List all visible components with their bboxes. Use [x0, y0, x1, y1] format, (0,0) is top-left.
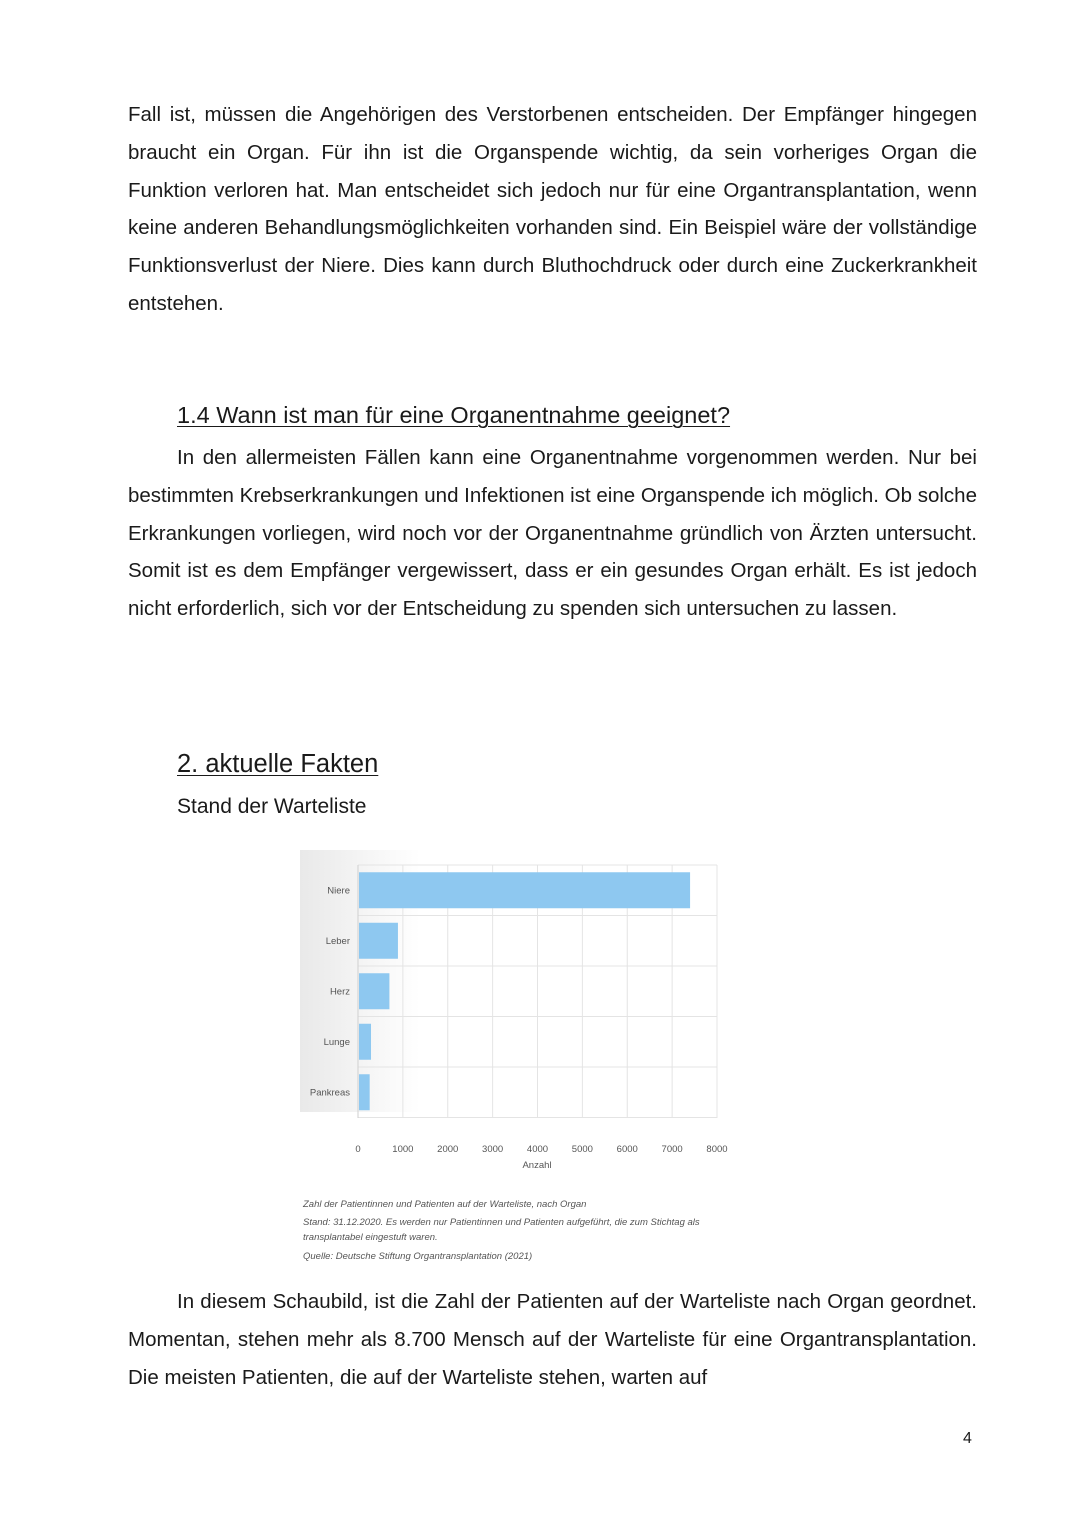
category-label-leber: Leber [325, 935, 350, 947]
bar-niere [359, 872, 690, 908]
x-tick-label: 6000 [616, 1144, 638, 1155]
bar-leber [359, 923, 398, 959]
x-tick-label: 2000 [437, 1144, 459, 1155]
x-tick-label: 8000 [706, 1144, 728, 1155]
x-tick-label: 7000 [661, 1144, 683, 1155]
waiting-list-bar-chart [298, 846, 738, 1176]
category-label-niere: Niere [327, 885, 350, 897]
section-heading-1-4: 1.4 Wann ist man für eine Organentnahme geeignet? [177, 402, 731, 428]
bar-lunge [359, 1024, 371, 1060]
paragraph-organ-recipient: Fall ist, müssen die Angehörigen des Verstorbenen entscheiden. Der Empfänger hingegen braucht ein Organ. Für ihn ist die Organspende wichtig, da sein vorheriges Organ die Funktion verloren hat. Man entscheidet sich jedoch nur für eine Organtransplantation, wenn keine anderen Behandlungsmöglichkeiten vorhanden sind. Ein Beispiel wäre der vollständige Funktionsverlust der Niere. Dies kann durch Bluthochdruck oder durch eine Zuckerkrankheit entstehen. [128, 103, 977, 315]
bar-pankreas [359, 1074, 370, 1110]
x-tick-label: 4000 [526, 1144, 549, 1155]
x-tick-label: 3000 [482, 1144, 504, 1155]
x-tick-label: 5000 [571, 1144, 593, 1155]
x-axis-label: Anzahl [522, 1160, 552, 1171]
paragraph-chart-description: In diesem Schaubild, ist die Zahl der Patienten auf der Warteliste nach Organ geordnet. Momentan, stehen mehr als 8.700 Mensch auf der Warteliste für eine Organtransplantation. Die meisten Patienten, die auf der Warteliste stehen, warten auf [128, 1290, 977, 1389]
x-tick-label: 0 [355, 1144, 361, 1155]
category-label-pankreas: Pankreas [309, 1087, 350, 1099]
paragraph-suitability: In den allermeisten Fällen kann eine Organentnahme vorgenommen werden. Nur bei bestimmten Krebserkrankungen und Infektionen ist eine Organspende ich möglich. Ob solche Erkrankungen vorliegen, wird noch vor der Organentnahme gründlich von Ärzten untersucht. Somit ist es dem Empfänger vergewissert, dass er ein gesundes Organ erhält. Es ist jedoch nicht erforderlich, sich vor der Entscheidung zu spenden sich untersuchen zu lassen. [128, 446, 977, 621]
bar-herz [359, 973, 389, 1009]
chart-tick-labels [355, 1144, 727, 1155]
page-number: 4 [963, 1430, 972, 1447]
chart-caption-status: Stand: 31.12.2020. Es werden nur Patientinnen und Patienten aufgeführt, die zum Stichtag als transplantabel eingestuft waren. [303, 1217, 700, 1243]
chart-caption-title: Zahl der Patientinnen und Patienten auf der Warteliste, nach Organ [303, 1199, 587, 1210]
section-heading-2: 2. aktuelle Fakten [177, 750, 379, 778]
x-tick-label: 1000 [392, 1144, 414, 1155]
category-label-herz: Herz [329, 986, 350, 998]
waiting-list-subheading: Stand der Warteliste [177, 795, 367, 818]
category-label-lunge: Lunge [323, 1036, 350, 1048]
chart-caption-source: Quelle: Deutsche Stiftung Organtransplantation (2021) [303, 1251, 533, 1262]
